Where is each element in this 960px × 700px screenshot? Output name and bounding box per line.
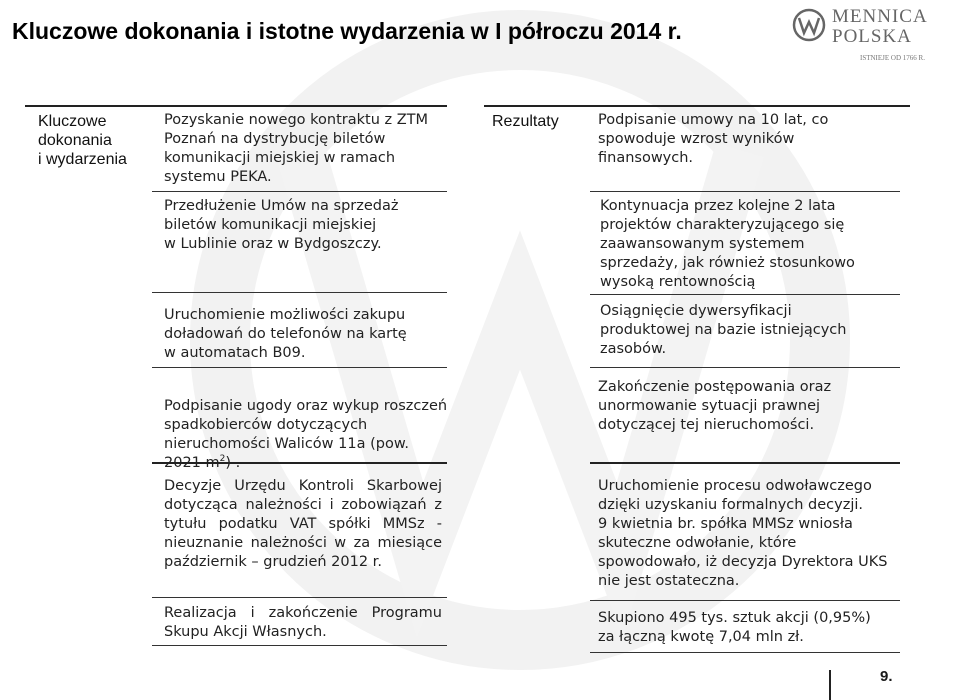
right-row-divider	[590, 462, 900, 464]
mennica-emblem-icon	[792, 8, 826, 42]
achievement-item: Przedłużenie Umów na sprzedaż biletów komunikacji miejskiej w Lublinie oraz w Bydgoszczy.	[164, 198, 399, 252]
header-divider-right	[484, 105, 910, 107]
right-row-divider	[590, 294, 900, 295]
achievement-item-continued: październik – grudzień 2012 r.	[164, 554, 382, 570]
achievement-item-text: Podpisanie ugody oraz wykup roszczeń spadkobierców dotyczących nieruchomości Waliców 11a (pow. 2021 m	[164, 398, 448, 471]
result-item: Uruchomienie procesu odwoławczego dzięki uzyskaniu formalnych decyzji. 9 kwietnia br. spółka MMSz wniosła skuteczne odwołanie, które spowodowało, iż decyzja Dyrektora UKS nie jest ostateczna.	[598, 478, 888, 589]
left-row-divider	[152, 597, 447, 598]
achievement-item-tail: ) .	[225, 455, 241, 471]
company-logo	[792, 6, 952, 68]
area-unit-superscript: 2	[219, 454, 226, 465]
achievement-item: Decyzje Urzędu Kontroli Skarbowej dotycząca należności i zobowiązań z tytułu podatku VAT spółki MMSz - nieuznanie należności w za miesiące	[164, 478, 442, 551]
right-row-divider	[590, 652, 900, 653]
left-row-divider	[152, 191, 447, 192]
page-number: 9.	[880, 668, 893, 685]
achievement-item-continued: Skupu Akcji Własnych.	[164, 624, 327, 640]
logo-word-mennica: MENNICA	[832, 6, 928, 27]
result-item: Skupiono 495 tys. sztuk akcji (0,95%) za łączną kwotę 7,04 mln zł.	[598, 610, 871, 645]
header-divider	[25, 105, 447, 107]
achievement-item: Pozyskanie nowego kontraktu z ZTM Poznań na dystrybucję biletów komunikacji miejskiej w ramach systemu PEKA.	[164, 112, 429, 185]
result-item: Podpisanie umowy na 10 lat, co spowoduje wzrost wyników finansowych.	[598, 112, 829, 166]
left-row-divider	[152, 292, 447, 293]
left-column-label: Kluczowe dokonania i wydarzenia	[38, 113, 127, 168]
left-row-divider	[152, 367, 447, 368]
result-item: Kontynuacja przez kolejne 2 lata projektów charakteryzującego się zaawansowanym systemem sprzedaży, jak również stosunkowo wysoką rentownością	[600, 198, 855, 290]
left-row-divider	[152, 645, 447, 646]
right-row-divider	[590, 367, 900, 368]
right-row-divider	[590, 600, 900, 601]
right-column-label: Rezultaty	[492, 113, 559, 130]
logo-word-polska: POLSKA	[832, 26, 912, 47]
page-title: Kluczowe dokonania i istotne wydarzenia w I półroczu 2014 r.	[12, 18, 682, 44]
right-row-divider	[590, 191, 900, 192]
achievement-item: Uruchomienie możliwości zakupu doładowań do telefonów na kartę w automatach B09.	[164, 307, 407, 361]
result-item: Osiągnięcie dywersyfikacji produktowej na bazie istniejących zasobów.	[600, 303, 847, 357]
right-edge-divider	[829, 670, 831, 700]
result-item: Zakończenie postępowania oraz unormowanie sytuacji prawnej dotyczącej tej nieruchomości.	[598, 379, 832, 433]
logo-since-text: ISTNIEJE OD 1766 R.	[860, 54, 925, 62]
achievement-item: Realizacja i zakończenie Programu	[164, 605, 442, 621]
achievement-item	[164, 378, 447, 473]
